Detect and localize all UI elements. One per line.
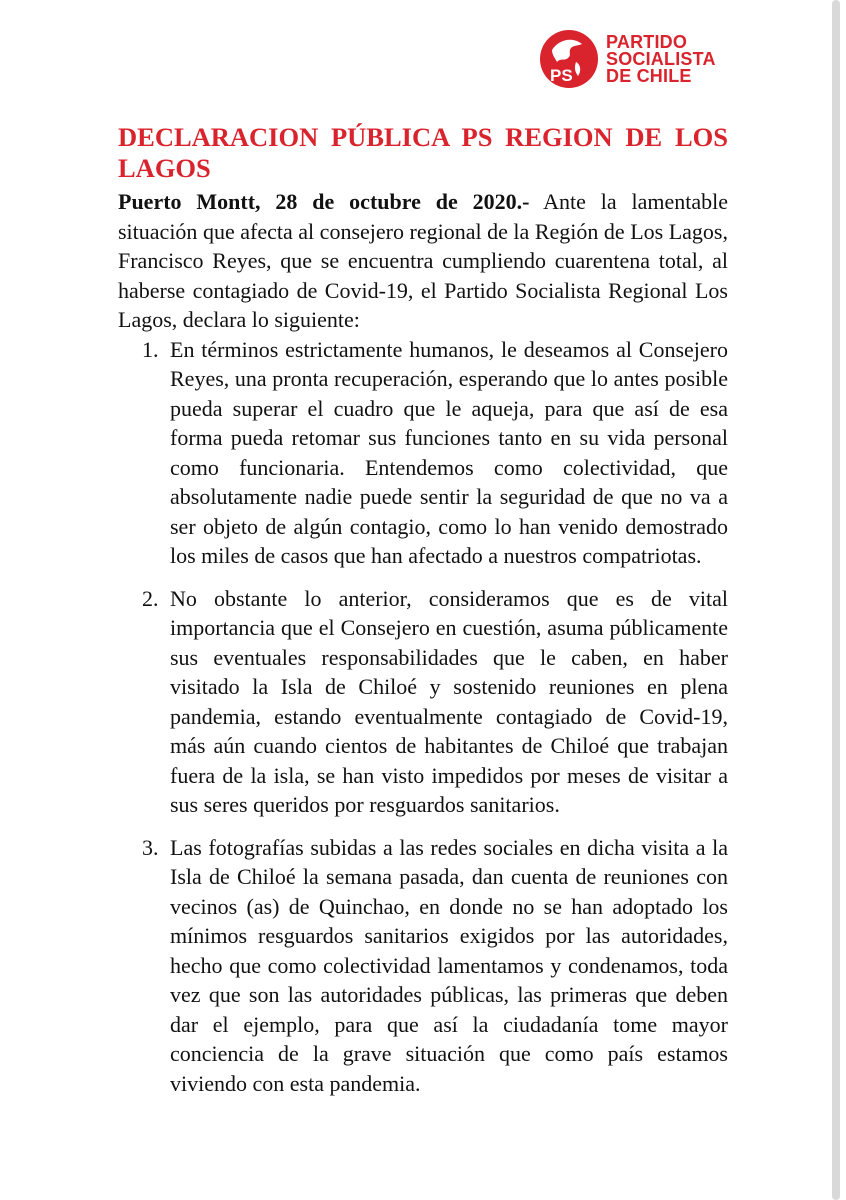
list-item [118, 584, 728, 820]
declaration-points [118, 335, 728, 1099]
point-number: 2. [142, 585, 159, 611]
dateline: Puerto Montt, 28 de octubre de 2020.- [118, 189, 530, 214]
document-title: DECLARACION PÚBLICA PS REGION DE LOS LAGOS [118, 122, 728, 183]
ps-logo-icon [538, 28, 600, 90]
point-number: 3. [142, 834, 159, 860]
point-text: No obstante lo anterior, consideramos que es de vital importancia que el Consejero en cuestión, asuma públicamente sus eventuales responsabilidades que le caben, en haber visitado la Isla de Chiloé y sostenido reuniones en plena pandemia, estando eventualmente contagiado de Covid-19, más aún cuando cientos de habitantes de Chiloé que trabajan fuera de la isla, se han visto impedidos por meses de visitar a sus seres queridos por resguardos sanitarios. [170, 585, 728, 817]
intro-text: Ante la lamentable situación que afecta al consejero regional de la Región de Los Lagos, Francisco Reyes, que se encuentra cumpliendo cuarentena total, al haberse contagiado de Covid-19, el Partido Socialista Regional Los Lagos, declara lo siguiente: [118, 189, 729, 332]
point-text: Las fotografías subidas a las redes sociales en dicha visita a la Isla de Chiloé la semana pasada, dan cuenta de reuniones con vecinos (as) de Quinchao, en donde no se han adoptado los mínimos resguardos sanitarios exigidos por las autoridades, hecho que como colectividad lamentamos y condenamos, toda vez que son las autoridades públicas, las primeras que deben dar el ejemplo, para que así la ciudadanía tome mayor conciencia de la grave situación que como país estamos viviendo con esta pandemia. [170, 834, 728, 1096]
point-text: En términos estrictamente humanos, le deseamos al Consejero Reyes, una pronta recuperación, esperando que lo antes posible pueda superar el cuadro que le aqueja, para que así de esa forma pueda retomar sus funciones tanto en su vida personal como funcionaria. Entendemos como colectividad, que absolutamente nadie puede sentir la seguridad de que no va a ser objeto de algún contagio, como lo han venido demostrado los miles de casos que han afectado a nuestros compatriotas. [170, 336, 728, 568]
logo-line-1: PARTIDO [606, 32, 688, 52]
intro-paragraph [118, 187, 728, 335]
logo-line-2: SOCIALISTA [606, 49, 716, 69]
list-item [118, 335, 728, 571]
logo-line-3: DE CHILE [606, 66, 692, 86]
logo-wordmark [606, 34, 716, 85]
scrollbar[interactable] [832, 0, 840, 1200]
declaration-body [118, 122, 728, 1098]
list-item [118, 833, 728, 1099]
party-logo [538, 28, 718, 90]
logo-mark-text: PS [550, 66, 573, 85]
point-number: 1. [142, 336, 159, 362]
